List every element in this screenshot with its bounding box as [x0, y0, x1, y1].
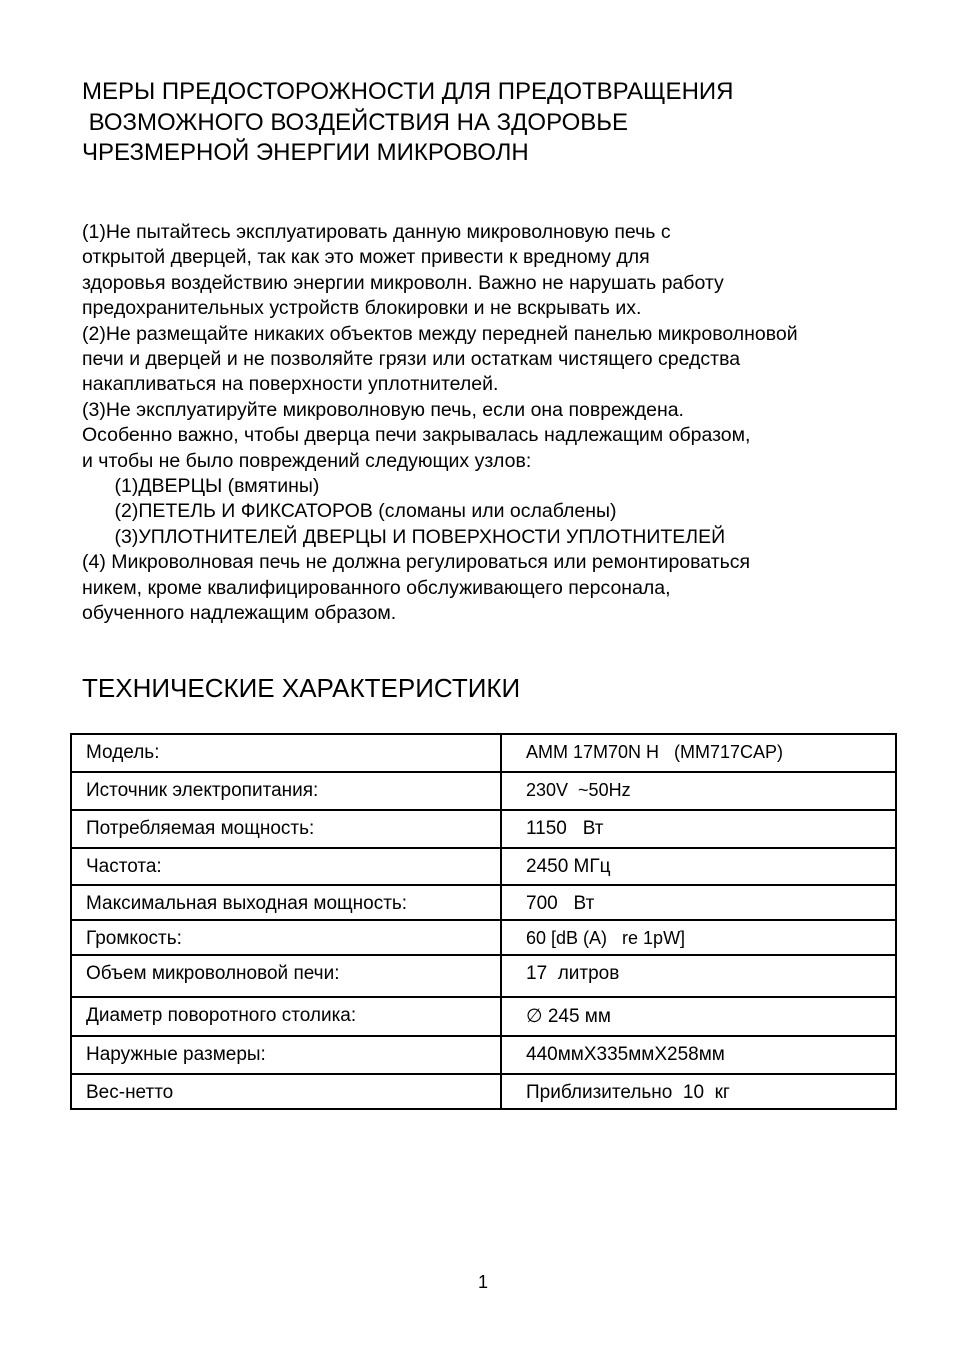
- text-line: обученного надлежащим образом.: [82, 602, 397, 625]
- spec-label: Потребляемая мощность:: [71, 810, 501, 848]
- spec-value: ∅ 245 мм: [501, 997, 896, 1036]
- page-number: 1: [478, 1272, 489, 1292]
- spec-label: Частота:: [71, 848, 501, 885]
- text-line: открытой дверцей, так как это может привести к вредному для: [82, 246, 650, 269]
- spec-label: Диаметр поворотного столика:: [71, 997, 501, 1036]
- text-line: Особенно важно, чтобы дверца печи закрывалась надлежащим образом,: [82, 424, 751, 447]
- text-line: (2)ПЕТЕЛЬ И ФИКСАТОРОВ (сломаны или ослаблены): [82, 500, 617, 523]
- text-line: здоровья воздействию энергии микроволн. Важно не нарушать работу: [82, 271, 724, 294]
- text-line: предохранительных устройств блокировки и не вскрывать их.: [82, 297, 642, 320]
- text-line: печи и дверцей и не позволяйте грязи или остаткам чистящего средства: [82, 348, 741, 371]
- text-line: никем, кроме квалифицированного обслуживающего персонала,: [82, 576, 671, 599]
- title-line: ЧРЕЗМЕРНОЙ ЭНЕРГИИ МИКРОВОЛН: [82, 139, 529, 166]
- spec-value: 17 литров: [501, 955, 896, 997]
- spec-value: 2450 МГц: [501, 848, 896, 885]
- spec-table: [70, 733, 897, 1110]
- text-line: (2)Не размещайте никаких объектов между передней панелью микроволновой: [82, 322, 798, 345]
- spec-value: 230V ~50Hz: [501, 772, 896, 810]
- title-line: МЕРЫ ПРЕДОСТОРОЖНОСТИ ДЛЯ ПРЕДОТВРАЩЕНИЯ: [82, 78, 734, 105]
- warning-text: [82, 220, 798, 627]
- spec-label: Вес-нетто: [71, 1074, 501, 1109]
- spec-label: Модель:: [71, 734, 501, 772]
- text-line: накапливаться на поверхности уплотнителей.: [82, 373, 499, 396]
- spec-label: Источник электропитания:: [71, 772, 501, 810]
- text-line: (4) Микроволновая печь не должна регулироваться или ремонтироваться: [82, 551, 751, 574]
- spec-row: [71, 1036, 896, 1074]
- warning-title: [82, 77, 733, 169]
- spec-value: 440ммX335ммX258мм: [501, 1036, 896, 1074]
- spec-row: [71, 920, 896, 955]
- spec-row: [71, 1074, 896, 1109]
- spec-row: [71, 734, 896, 772]
- title-line: ВОЗМОЖНОГО ВОЗДЕЙСТВИЯ НА ЗДОРОВЬЕ: [82, 108, 628, 136]
- spec-value: 700 Вт: [501, 885, 896, 920]
- text-line: (1)Не пытайтесь эксплуатировать данную микроволновую печь с: [82, 221, 671, 243]
- text-line: (3)УПЛОТНИТЕЛЕЙ ДВЕРЦЫ И ПОВЕРХНОСТИ УПЛОТНИТЕЛЕЙ: [82, 525, 726, 548]
- spec-label: Громкость:: [71, 920, 501, 955]
- spec-row: [71, 955, 896, 997]
- spec-row: [71, 810, 896, 848]
- spec-value: Приблизительно 10 кг: [501, 1074, 896, 1109]
- spec-row: [71, 772, 896, 810]
- text-line: (1)ДВЕРЦЫ (вмятины): [82, 475, 320, 498]
- spec-label: Максимальная выходная мощность:: [71, 885, 501, 920]
- spec-value: AMM 17M70N H (MM717CAP): [501, 734, 896, 772]
- text-line: и чтобы не было повреждений следующих узлов:: [82, 449, 532, 472]
- spec-label: Объем микроволновой печи:: [71, 955, 501, 997]
- spec-label: Наружные размеры:: [71, 1036, 501, 1074]
- spec-row: [71, 885, 896, 920]
- spec-row: [71, 997, 896, 1036]
- spec-row: [71, 848, 896, 885]
- spec-title: ТЕХНИЧЕСКИЕ ХАРАКТЕРИСТИКИ: [82, 673, 521, 703]
- spec-value: 60 [dB (A) re 1pW]: [501, 920, 896, 955]
- spec-value: 1150 Вт: [501, 810, 896, 848]
- text-line: (3)Не эксплуатируйте микроволновую печь, если она повреждена.: [82, 398, 684, 421]
